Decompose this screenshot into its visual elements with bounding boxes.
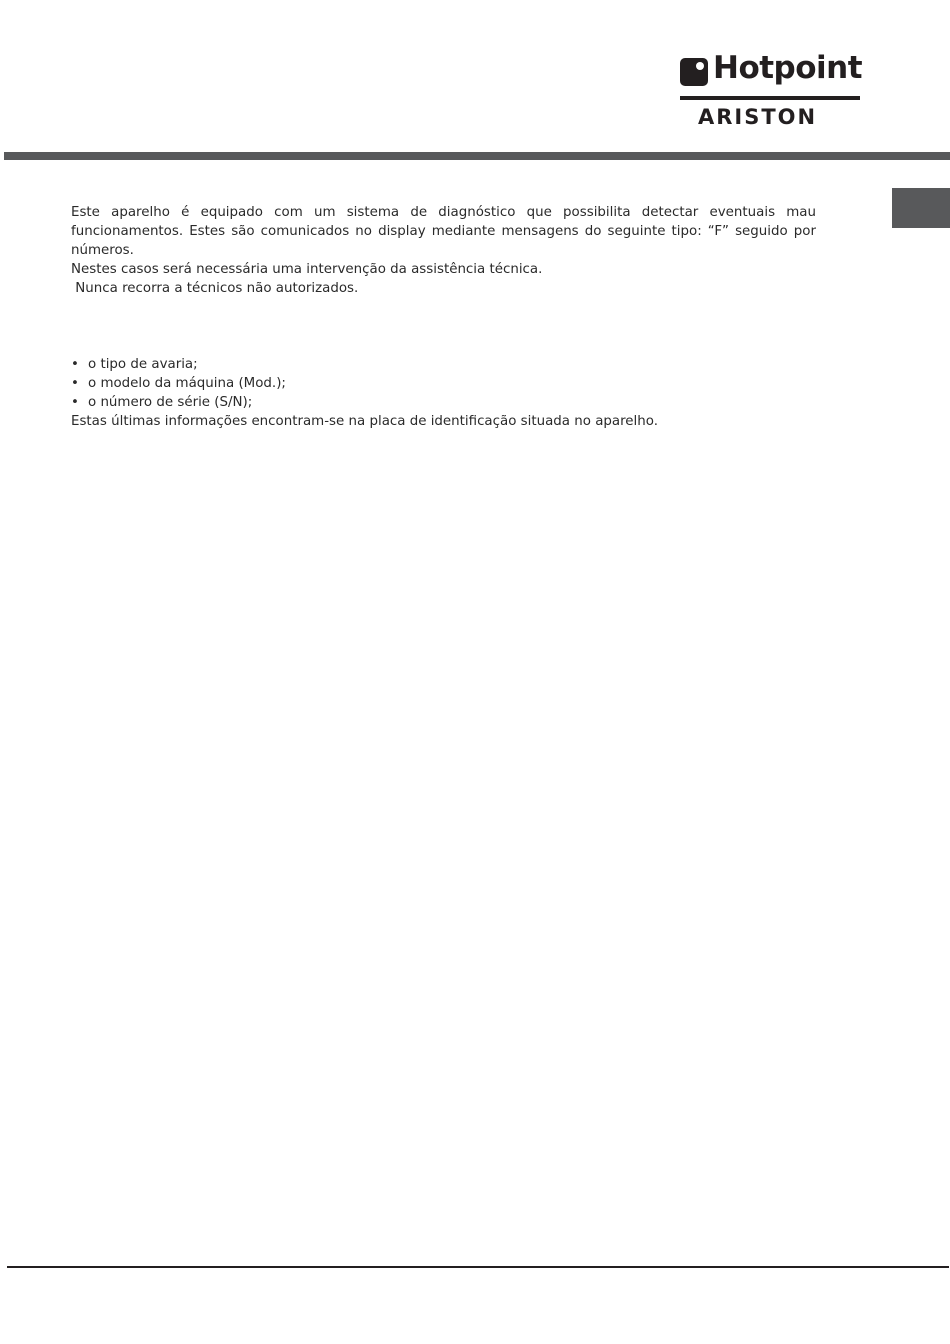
list-item [71, 393, 816, 412]
brand-mark-icon [680, 58, 708, 86]
intro-paragraph: Este aparelho é equipado com um sistema de diagnóstico que possibilita detectar eventuais mau funcionamentos. Estes são comunicados no display mediante mensagens do seguinte tipo: “F” seguido por números. [71, 205, 816, 258]
intro-line-warning: Nunca recorra a técnicos não autorizados. [71, 281, 359, 296]
brand-subname: ARISTON [698, 105, 818, 129]
bullet-marker: • [71, 357, 79, 372]
header-band [4, 152, 950, 160]
list-item-text: o tipo de avaria; [88, 357, 198, 372]
list-item-text: o número de série (S/N); [88, 395, 253, 410]
logo-divider [680, 96, 860, 100]
footer-rule [7, 1266, 949, 1268]
bullet-marker: • [71, 376, 79, 391]
spacer [71, 298, 816, 355]
document-body [71, 203, 816, 431]
intro-line-assistance: Nestes casos será necessária uma intervenção da assistência técnica. [71, 262, 543, 277]
language-tab-marker [892, 188, 950, 228]
hotpoint-ariston-logo [680, 50, 863, 130]
closing-paragraph: Estas últimas informações encontram-se na placa de identificação situada no aparelho. [71, 414, 658, 429]
info-list [71, 355, 816, 412]
bullet-marker: • [71, 395, 79, 410]
list-item [71, 355, 816, 374]
list-item-text: o modelo da máquina (Mod.); [88, 376, 286, 391]
brand-name: Hotpoint [713, 50, 863, 86]
list-item [71, 374, 816, 393]
